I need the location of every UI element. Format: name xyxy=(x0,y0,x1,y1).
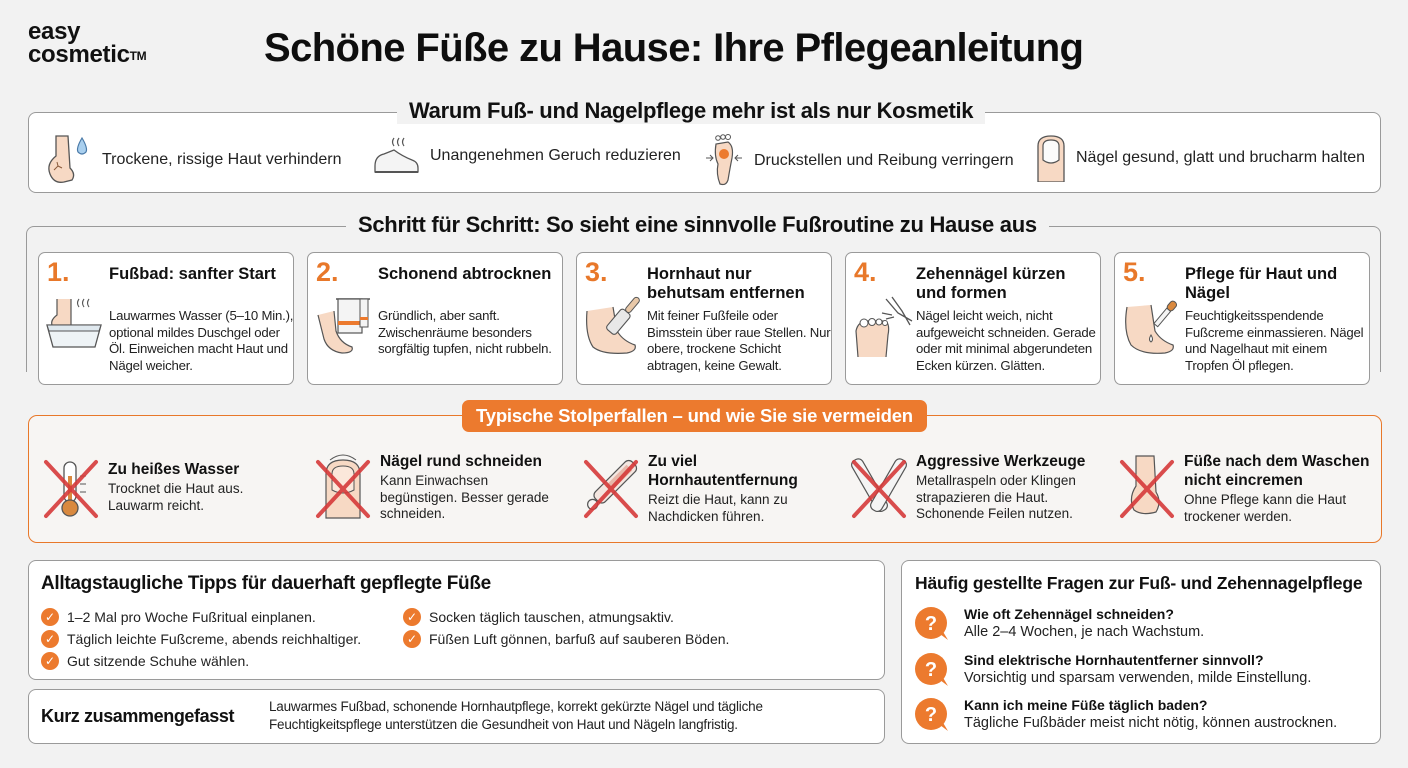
summary-section xyxy=(28,689,885,744)
pitfall-title: Füße nach dem Waschen nicht eincremen xyxy=(1184,453,1370,489)
pitfall-title: Zu viel Hornhautentfernung xyxy=(648,453,798,489)
tip-item xyxy=(41,608,316,626)
step-text: Nägel leicht weich, nicht aufgeweicht schneiden. Gerade oder mit minimal abgerundeten Ecken kürzen. Glätten. xyxy=(916,308,1096,373)
faq-item xyxy=(914,697,1337,733)
pitfall-title: Aggressive Werkzeuge xyxy=(916,453,1086,470)
why-item-label: Trockene, rissige Haut verhindern xyxy=(102,151,342,168)
question-bubble-icon xyxy=(914,606,950,642)
tip-text: Täglich leichte Fußcreme, abends reichhaltiger. xyxy=(67,631,362,647)
summary-label: Kurz zusammengefasst xyxy=(41,706,235,726)
step-card-3 xyxy=(576,252,832,385)
faq-item xyxy=(914,652,1311,688)
why-item-pressure xyxy=(704,134,1014,188)
step-number: 1. xyxy=(47,257,70,287)
tip-item xyxy=(403,608,674,626)
pitfall-over-removal xyxy=(582,452,808,525)
tip-item xyxy=(41,652,249,670)
tip-item xyxy=(403,630,729,648)
step-title: Fußbad: sanfter Start xyxy=(109,265,276,283)
step-text: Feuchtigkeitsspendende Fußcreme einmassieren. Nägel und Nagelhaut mit einem Tropfen Öl pflegen. xyxy=(1185,308,1364,373)
foot-bath-icon xyxy=(45,295,103,355)
faq-question: Wie oft Zehennägel schneiden? xyxy=(964,606,1174,622)
step-number: 2. xyxy=(316,257,339,287)
pitfall-text: Kann Einwachsen begünstigen. Besser gerade schneiden. xyxy=(380,473,549,521)
step-number: 3. xyxy=(585,257,608,287)
hot-thermometer-icon xyxy=(42,458,100,520)
tip-text: 1–2 Mal pro Woche Fußritual einplanen. xyxy=(67,609,316,625)
why-item-odor xyxy=(372,134,681,178)
step-card-2 xyxy=(307,252,563,385)
faq-answer: Alle 2–4 Wochen, je nach Wachstum. xyxy=(964,624,1205,640)
steps-heading: Schritt für Schritt: So sieht eine sinnvolle Fußroutine zu Hause aus xyxy=(346,212,1049,238)
faq-heading: Häufig gestellte Fragen zur Fuß- und Zehennagelpflege xyxy=(915,573,1363,593)
pitfall-text: Trocknet die Haut aus. Lauwarm reicht. xyxy=(108,481,244,513)
faq-question: Kann ich meine Füße täglich baden? xyxy=(964,697,1208,713)
round-nail-icon xyxy=(314,452,372,520)
faq-answer: Tägliche Fußbäder meist nicht nötig, können austrocknen. xyxy=(964,715,1338,731)
check-icon: ✓ xyxy=(41,608,59,626)
check-icon: ✓ xyxy=(403,630,421,648)
tip-text: Füßen Luft gönnen, barfuß auf sauberen Böden. xyxy=(429,631,730,647)
why-item-label: Nägel gesund, glatt und brucharm halten xyxy=(1076,149,1366,166)
pitfall-no-cream xyxy=(1118,452,1379,525)
faq-section xyxy=(901,560,1381,744)
foot-pressure-icon xyxy=(704,134,744,188)
pitfall-title: Nägel rund schneiden xyxy=(380,453,542,470)
faq-question: Sind elektrische Hornhautentferner sinnvoll? xyxy=(964,652,1264,668)
step-card-1 xyxy=(38,252,294,385)
brand-line-1: easy xyxy=(28,18,81,45)
blade-tools-icon xyxy=(850,452,908,520)
nail-clipper-icon xyxy=(852,295,914,359)
pitfall-text: Ohne Pflege kann die Haut trockener werden. xyxy=(1184,492,1347,524)
pitfall-round-cut xyxy=(314,452,560,523)
pitfall-hot-water xyxy=(42,458,268,520)
faq-item xyxy=(914,606,1204,642)
check-icon: ✓ xyxy=(403,608,421,626)
svg-text:?: ? xyxy=(924,613,938,635)
fingernail-icon xyxy=(1036,134,1066,182)
step-title: Pflege für Haut und Nägel xyxy=(1185,265,1338,302)
check-icon: ✓ xyxy=(41,630,59,648)
tip-text: Socken täglich tauschen, atmungsaktiv. xyxy=(429,609,674,625)
tip-text: Gut sitzende Schuhe wählen. xyxy=(67,653,250,669)
pitfall-text: Reizt die Haut, kann zu Nachdicken führen. xyxy=(648,492,788,524)
smelly-shoe-icon xyxy=(372,134,420,178)
step-title: Schonend abtrocknen xyxy=(378,265,552,283)
step-card-5 xyxy=(1114,252,1370,385)
foot-file-icon xyxy=(583,295,645,359)
svg-text:?: ? xyxy=(924,704,938,726)
step-card-4 xyxy=(845,252,1101,385)
step-number: 4. xyxy=(854,257,877,287)
brand-logo xyxy=(28,20,146,66)
towel-foot-icon xyxy=(314,295,372,359)
tips-heading: Alltagstaugliche Tipps für dauerhaft gepflegte Füße xyxy=(41,573,491,594)
brand-line-2: cosmetic xyxy=(28,41,130,68)
pitfall-title: Zu heißes Wasser xyxy=(108,461,240,478)
trademark: TM xyxy=(129,49,147,63)
pitfall-aggressive-tools xyxy=(850,452,1091,523)
why-item-nails xyxy=(1036,134,1365,182)
step-title: Zehennägel kürzen und formen xyxy=(916,265,1066,302)
tips-section xyxy=(28,560,885,680)
step-text: Gründlich, aber sanft. Zwischenräume besonders sorgfältig tupfen, nicht rubbeln. xyxy=(378,308,552,356)
dry-foot-icon xyxy=(1118,452,1176,520)
question-bubble-icon xyxy=(914,697,950,733)
step-title: Hornhaut nur behutsam entfernen xyxy=(647,265,805,302)
cracked-heel-icon xyxy=(42,134,92,186)
step-text: Lauwarmes Wasser (5–10 Min.), optional mildes Duschgel oder Öl. Einweichen macht Haut und Nägel weicher. xyxy=(109,308,294,373)
step-text: Mit feiner Fußfeile oder Bimsstein über raue Stellen. Nur obere, trockene Schicht abtragen, keine Gewalt. xyxy=(647,308,831,373)
tip-item xyxy=(41,630,361,648)
rasp-icon xyxy=(582,452,640,520)
summary-text: Lauwarmes Fußbad, schonende Hornhautpflege, korrekt gekürzte Nägel und tägliche Feuchtigkeitspflege unterstützen die Gesundheit von Haut und Nägeln langfristig. xyxy=(269,699,763,732)
why-heading: Warum Fuß- und Nagelpflege mehr ist als nur Kosmetik xyxy=(397,98,985,124)
question-bubble-icon xyxy=(914,652,950,688)
oil-dropper-icon xyxy=(1121,295,1183,359)
check-icon: ✓ xyxy=(41,652,59,670)
svg-text:?: ? xyxy=(924,659,938,681)
why-item-label: Druckstellen und Reibung verringern xyxy=(754,152,1014,169)
why-item-label: Unangenehmen Geruch reduzieren xyxy=(430,147,681,164)
pitfalls-heading: Typische Stolperfallen – und wie Sie sie vermeiden xyxy=(462,400,927,432)
faq-answer: Vorsichtig und sparsam verwenden, milde Einstellung. xyxy=(964,670,1312,686)
page-title: Schöne Füße zu Hause: Ihre Pflegeanleitung xyxy=(264,26,1084,70)
pitfall-text: Metallraspeln oder Klingen strapazieren die Haut. Schonende Feilen nutzen. xyxy=(916,473,1076,521)
step-number: 5. xyxy=(1123,257,1146,287)
why-item-dry-skin xyxy=(42,134,342,186)
